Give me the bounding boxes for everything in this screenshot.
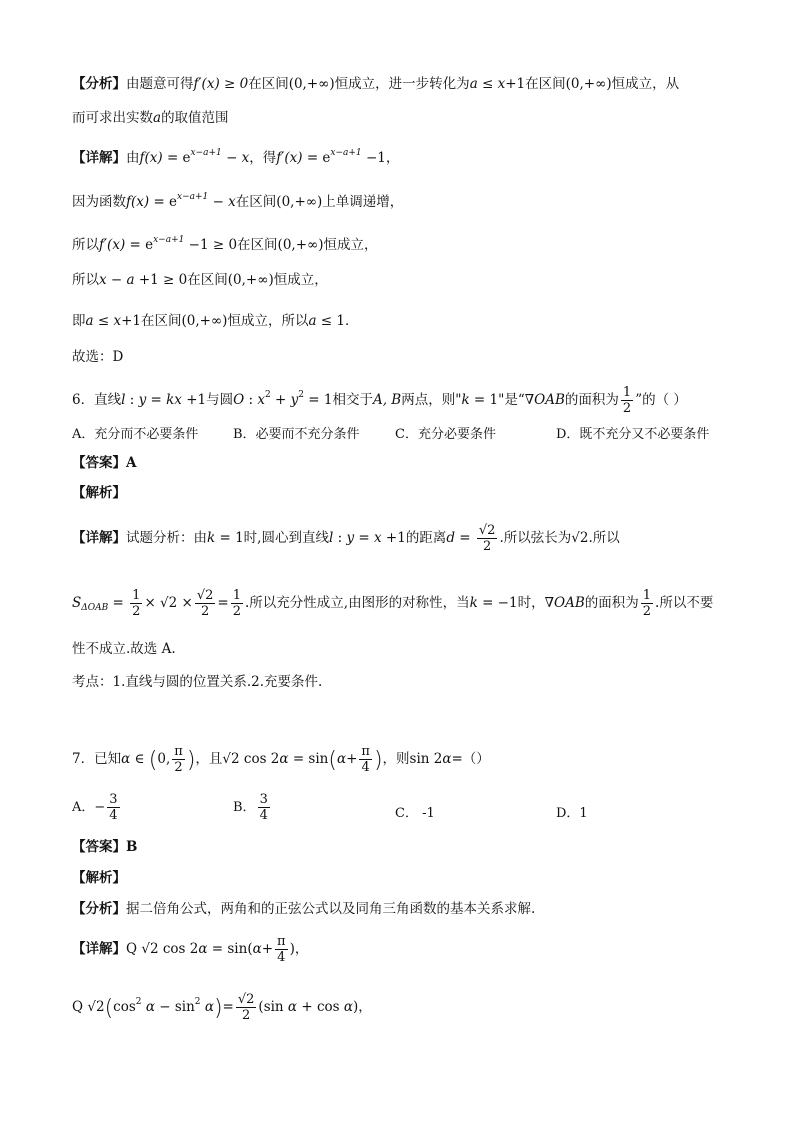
q6-stem: 6．直线l : y = kx +1与圆O : $x^2 + y^2 = 1$相交于A, B两点，则"k = 1"是“∇OAB的面积为 $\frac{1}{2}$ ”的（ ） <box>72 385 687 416</box>
q7-stem: 7．已知α ∈ (0, $\frac{\pi}{2}$ )，且√2 cos 2α = sin(α+ $\frac{\pi}{4}$ )，则sin 2α=（） <box>72 744 490 775</box>
q7-analysis: 【分析】据二倍角公式，两角和的正弦公式以及同角三角函数的基本关系求解. <box>72 901 536 917</box>
q5-line-ie: 即a ≤ x+1在区间(0,+∞)恒成立，所以a ≤ 1． <box>72 313 359 329</box>
q7-detail-line2: Q $√2(\cos^2$ $\alpha - \sin^2 \alpha)=$ $\frac{√2}{2}$ (sin α + cos α)， <box>72 992 372 1023</box>
q7-analysis-tag: 【解析】 <box>72 870 126 886</box>
q7-option-b: B． $\frac{3}{4}$ <box>233 792 268 823</box>
q5-choose: 故选：D <box>72 349 124 365</box>
q6-kaodian: 考点：1.直线与圆的位置关系.2.充要条件. <box>72 674 323 690</box>
q6-option-a: A．充分而不必要条件 <box>72 427 199 442</box>
q6-answer: 【答案】A <box>72 455 137 471</box>
q6-detail-line2: $S_{\Delta OAB}$ = $\frac{1}{2}$ × √2 × $\frac{√2}{2}$ = $\frac{1}{2}$ .所以充分性成立,由图形的对称性，当k = −1时，∇OAB的面积为 $\frac{1}{2}$ .所以不要 <box>72 588 714 619</box>
q7-option-c: C． -1 <box>395 806 435 821</box>
q6-option-d: D．既不充分又不必要条件 <box>556 427 710 442</box>
q5-line-so1: 所以$f'(x) = e^{x-a+1} -1 \ge 0$在区间(0,+∞)恒成立， <box>72 235 378 253</box>
q7-answer: 【答案】B <box>72 839 138 855</box>
analysis-tag: 【分析】 <box>72 76 126 92</box>
q5-line-so2: 所以x − a +1 ≥ 0在区间(0,+∞)恒成立， <box>72 272 328 288</box>
q5-detail-line1: 【详解】由$f(x) = e^{x-a+1} - x$，得$f'(x) = e^{x-a+1} -1$， <box>72 148 400 166</box>
q6-option-b: B．必要而不充分条件 <box>233 427 360 442</box>
q6-option-c: C．充分必要条件 <box>395 427 496 442</box>
q5-analysis-line2: 而可求出实数a的取值范围 <box>72 110 229 126</box>
formula-fprime: f′(x) ≥ 0 <box>193 76 249 92</box>
q6-detail-line3: 性不成立.故选 A. <box>72 641 176 657</box>
detail-tag: 【详解】 <box>72 150 126 166</box>
q7-option-a: A．− $\frac{3}{4}$ <box>72 792 118 823</box>
q7-option-d: D．1 <box>556 806 588 821</box>
q6-detail-line1: 【详解】试题分析：由k = 1时,圆心到直线l : y = x +1的距离d = $\frac{√2}{2}$ .所以弦长为√2.所以 <box>72 523 620 554</box>
q5-line-because: 因为函数$f(x) = e^{x-a+1} - x$在区间(0,+∞)上单调递增， <box>72 192 404 210</box>
q7-detail-line1: 【详解】Q √2 cos 2α = sin(α+ $\frac{\pi}{4}$ )， <box>72 934 309 965</box>
q6-analysis-tag: 【解析】 <box>72 485 126 501</box>
q5-analysis-line1: 【分析】由题意可得f′(x) ≥ 0在区间(0,+∞)恒成立，进一步转化为a ≤ x+1在区间(0,+∞)恒成立，从 <box>72 76 680 92</box>
fraction-one-half: $\frac{1}{2}$ <box>622 385 632 416</box>
